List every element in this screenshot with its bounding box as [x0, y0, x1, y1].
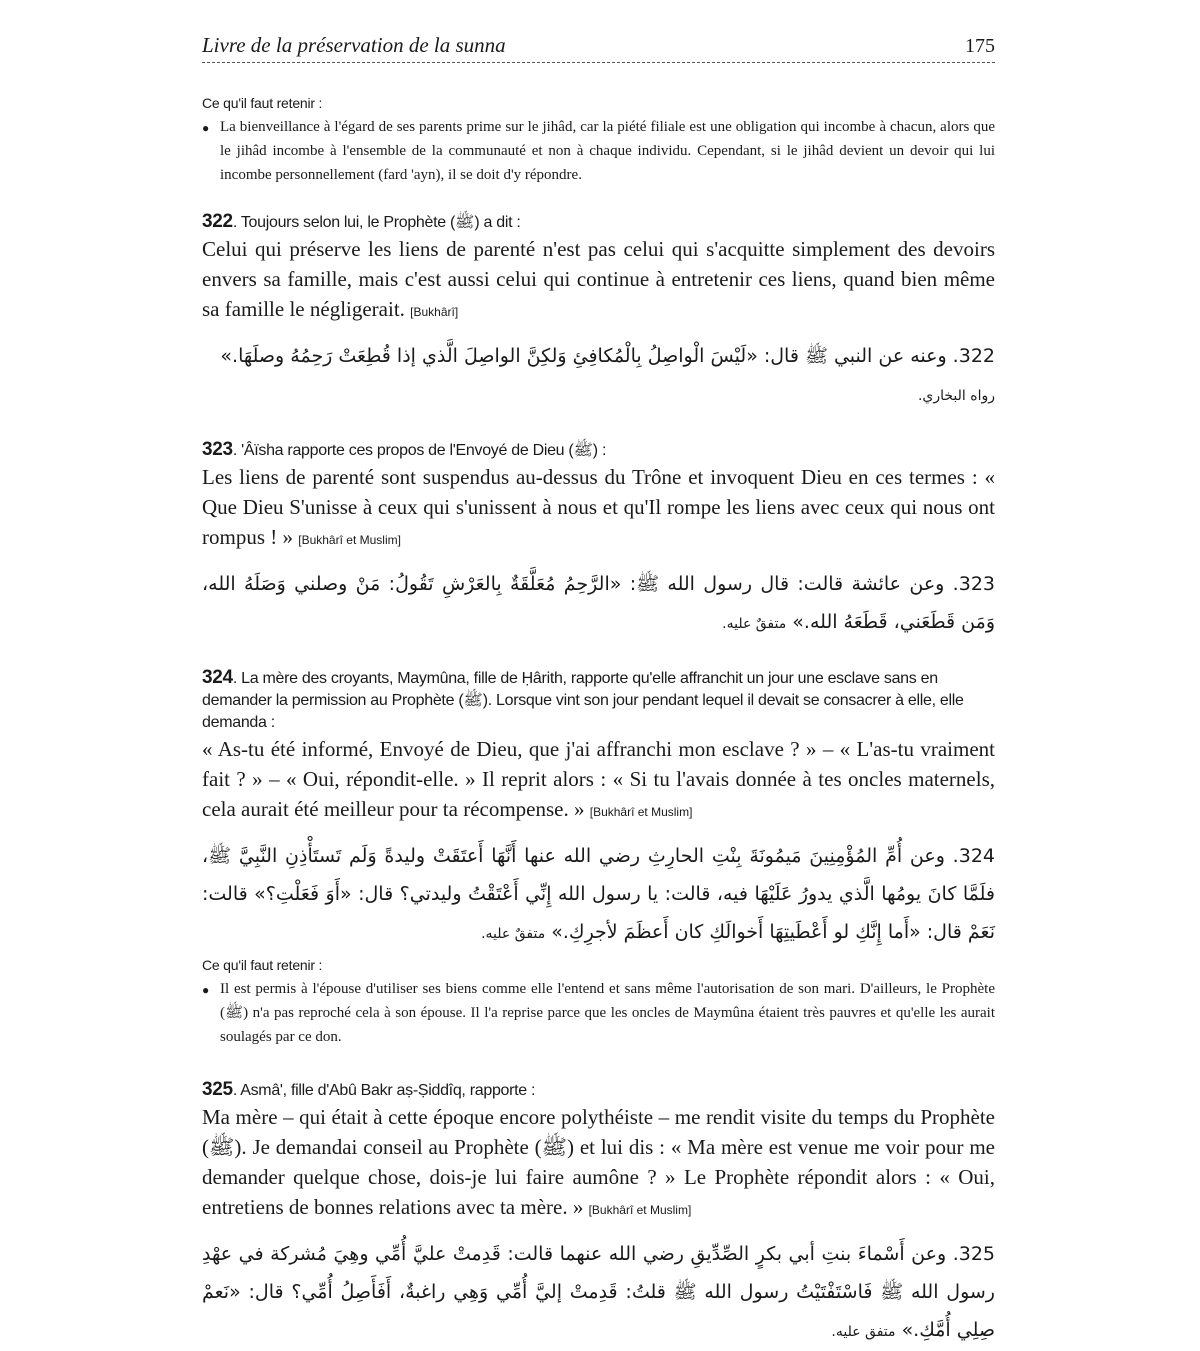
arabic-source: رواه البخاري.: [917, 388, 995, 404]
hadith-body: « As-tu été informé, Envoyé de Dieu, que j'ai affranchi mon esclave ? » – « L'as-tu vraiment fait ? » – « Oui, répondit-elle. » Il reprit alors : « Si tu l'avais donnée à tes oncles maternels, cela aurait été meilleur pour ta récompense. »: [202, 737, 995, 821]
bullet-icon: ●: [202, 121, 210, 135]
bullet-icon: ●: [202, 983, 210, 997]
hadith-intro: . Toujours selon lui, le Prophète (ﷺ) a dit :: [232, 214, 521, 231]
arabic-source: متفقٌ عليه.: [722, 616, 787, 632]
hadith-text: [202, 1102, 995, 1225]
arabic-text: 323. وعن عائشة قالت: قال رسول الله ﷺ: «الرَّحِمُ مُعَلَّقَةٌ بِالعَرْشِ تَقُولُ: مَنْ وصلني وَصَلَهُ الله، وَمَن قَطَعَني، قَطَعَهُ الله.»: [202, 573, 995, 633]
hadith-text: [202, 734, 995, 827]
arabic-source: متفقٌ عليه.: [481, 926, 546, 942]
hadith-heading: [202, 439, 995, 462]
arabic-text: 325. وعن أَسْماءَ بنتِ أبي بكرٍ الصِّدِّيقِ رضي الله عنهما قالت: قَدِمتْ عليَّ أُمِّي وهِيَ مُشركة في عهْدِ رسول الله ﷺ فَاسْتَفْتَيْتُ رسول الله ﷺ قلتُ: قَدِمتْ إليَّ أُمِّي وَهِي راغبةٌ، أَفَأَصِلُ أُمِّي؟ قال: «نَعمْ صِلِي أُمَّكِ.»: [202, 1243, 995, 1341]
arabic-text: 324. وعن أُمِّ المُؤْمِنِينَ مَيمُونَةَ بِنْتِ الحارِثِ رضي الله عنها أَنَّهَا أَعتَقَتْ وليدةً وَلَم تَستَأْذِنِ النَّبِيَّ ﷺ، فلَمَّا كانَ يومُها الَّذي يدورُ عَلَيْهَا فيه، قالت: يا رسول الله إِنِّي أَعْتَقْتُ وليدتي؟ قال: «أَوَ فَعَلْتِ؟» قالت: نَعَمْ قال: «أَما إِنَّكِ لو أَعْطَيتِهَا أَخوالَكِ كان أَعظَمَ لأجرِكِ.»: [202, 845, 995, 943]
hadith-body: Ma mère – qui était à cette époque encore polythéiste – me rendit visite du temps du Prophète (ﷺ). Je demandai conseil au Prophète (ﷺ) et lui dis : « Ma mère est venue me voir pour me demander quelque chose, dois-je lui faire aumône ? » Le Prophète répondit alors : « Oui, entretiens de bonnes relations avec ta mère. »: [202, 1105, 995, 1219]
hadith-arabic: [202, 1235, 995, 1351]
retenir-title: Ce qu'il faut retenir :: [202, 957, 323, 973]
hadith-heading: [202, 211, 995, 234]
hadith-325: [202, 1079, 995, 1351]
book-title: Livre de la préservation de la sunna: [202, 33, 506, 57]
hadith-323: [202, 439, 995, 643]
page-number: 175: [965, 35, 995, 57]
hadith-arabic: [202, 565, 995, 643]
retenir-text: La bienveillance à l'égard de ses parents prime sur le jihâd, car la piété filiale est une obligation qui incombe à chacun, alors que le jihâd incombe à l'ensemble de la communauté et non à chaque individu. Cependant, si le jihâd devient un devoir qui lui incombe personnellement (fard 'ayn), il se doit d'y répondre.: [220, 119, 995, 183]
hadith-reference: [Bukhârî]: [410, 305, 459, 319]
hadith-heading: [202, 1079, 995, 1102]
book-page: [202, 26, 995, 1351]
arabic-source: متفق عليه.: [831, 1324, 896, 1340]
retenir-box-1: [202, 95, 995, 187]
running-header: [202, 26, 995, 58]
hadith-arabic: [202, 337, 995, 375]
hadith-arabic: [202, 837, 995, 953]
hadith-reference: [Bukhârî et Muslim]: [588, 1203, 692, 1217]
hadith-number: 325: [202, 1079, 233, 1100]
hadith-intro: . La mère des croyants, Maymûna, fille de Ḥârith, rapporte qu'elle affranchit un jour une esclave sans en demander la permission au Prophète (ﷺ). Lorsque vint son jour pendant lequel il devait se consacrer à elle, elle demanda :: [202, 670, 964, 731]
hadith-text: [202, 234, 995, 327]
hadith-body: Les liens de parenté sont suspendus au-dessus du Trône et invoquent Dieu en ces termes : « Que Dieu S'unisse à ceux qui s'unissent à nous et qu'Il rompe les liens avec ceux qui nous ont rompus ! »: [202, 465, 995, 549]
hadith-number: 322: [202, 211, 233, 232]
hadith-intro: . Asmâ', fille d'Abû Bakr aṣ-Ṣiddîq, rapporte :: [232, 1082, 536, 1099]
retenir-text: Il est permis à l'épouse d'utiliser ses biens comme elle l'entend et sans même l'autorisation de son mari. D'ailleurs, le Prophète (ﷺ) n'a pas reproché cela à son épouse. Il l'a reprise parce que les oncles de Maymûna étaient très pauvres et qu'elle les aurait soulagés par ce don.: [220, 981, 995, 1045]
header-rule: [202, 62, 995, 63]
hadith-number: 324: [202, 667, 233, 688]
hadith-body: Celui qui préserve les liens de parenté n'est pas celui qui s'acquitte simplement des devoirs envers sa famille, mais c'est aussi celui qui continue à entretenir ces liens, quand bien même sa famille le négligerait.: [202, 237, 995, 321]
hadith-arabic-source: [202, 375, 995, 415]
hadith-intro: . 'Âïsha rapporte ces propos de l'Envoyé de Dieu (ﷺ) :: [232, 442, 607, 459]
hadith-number: 323: [202, 439, 233, 460]
arabic-text: 322. وعنه عن النبي ﷺ قال: «لَيْسَ الْواصِلُ بِالْمُكافِئِ وَلكِنَّ الواصِلَ الَّذي إذا قُطِعَتْ رَحِمُهُ وصلَهَا.»: [220, 345, 995, 367]
hadith-heading: [202, 667, 995, 734]
hadith-reference: [Bukhârî et Muslim]: [298, 533, 401, 547]
hadith-322: [202, 211, 995, 415]
hadith-324: [202, 667, 995, 953]
retenir-box-2: [202, 957, 995, 1049]
retenir-item: [202, 115, 995, 187]
retenir-item: [202, 977, 995, 1049]
hadith-text: [202, 462, 995, 555]
hadith-reference: [Bukhârî et Muslim]: [589, 805, 693, 819]
retenir-title: Ce qu'il faut retenir :: [202, 95, 323, 111]
